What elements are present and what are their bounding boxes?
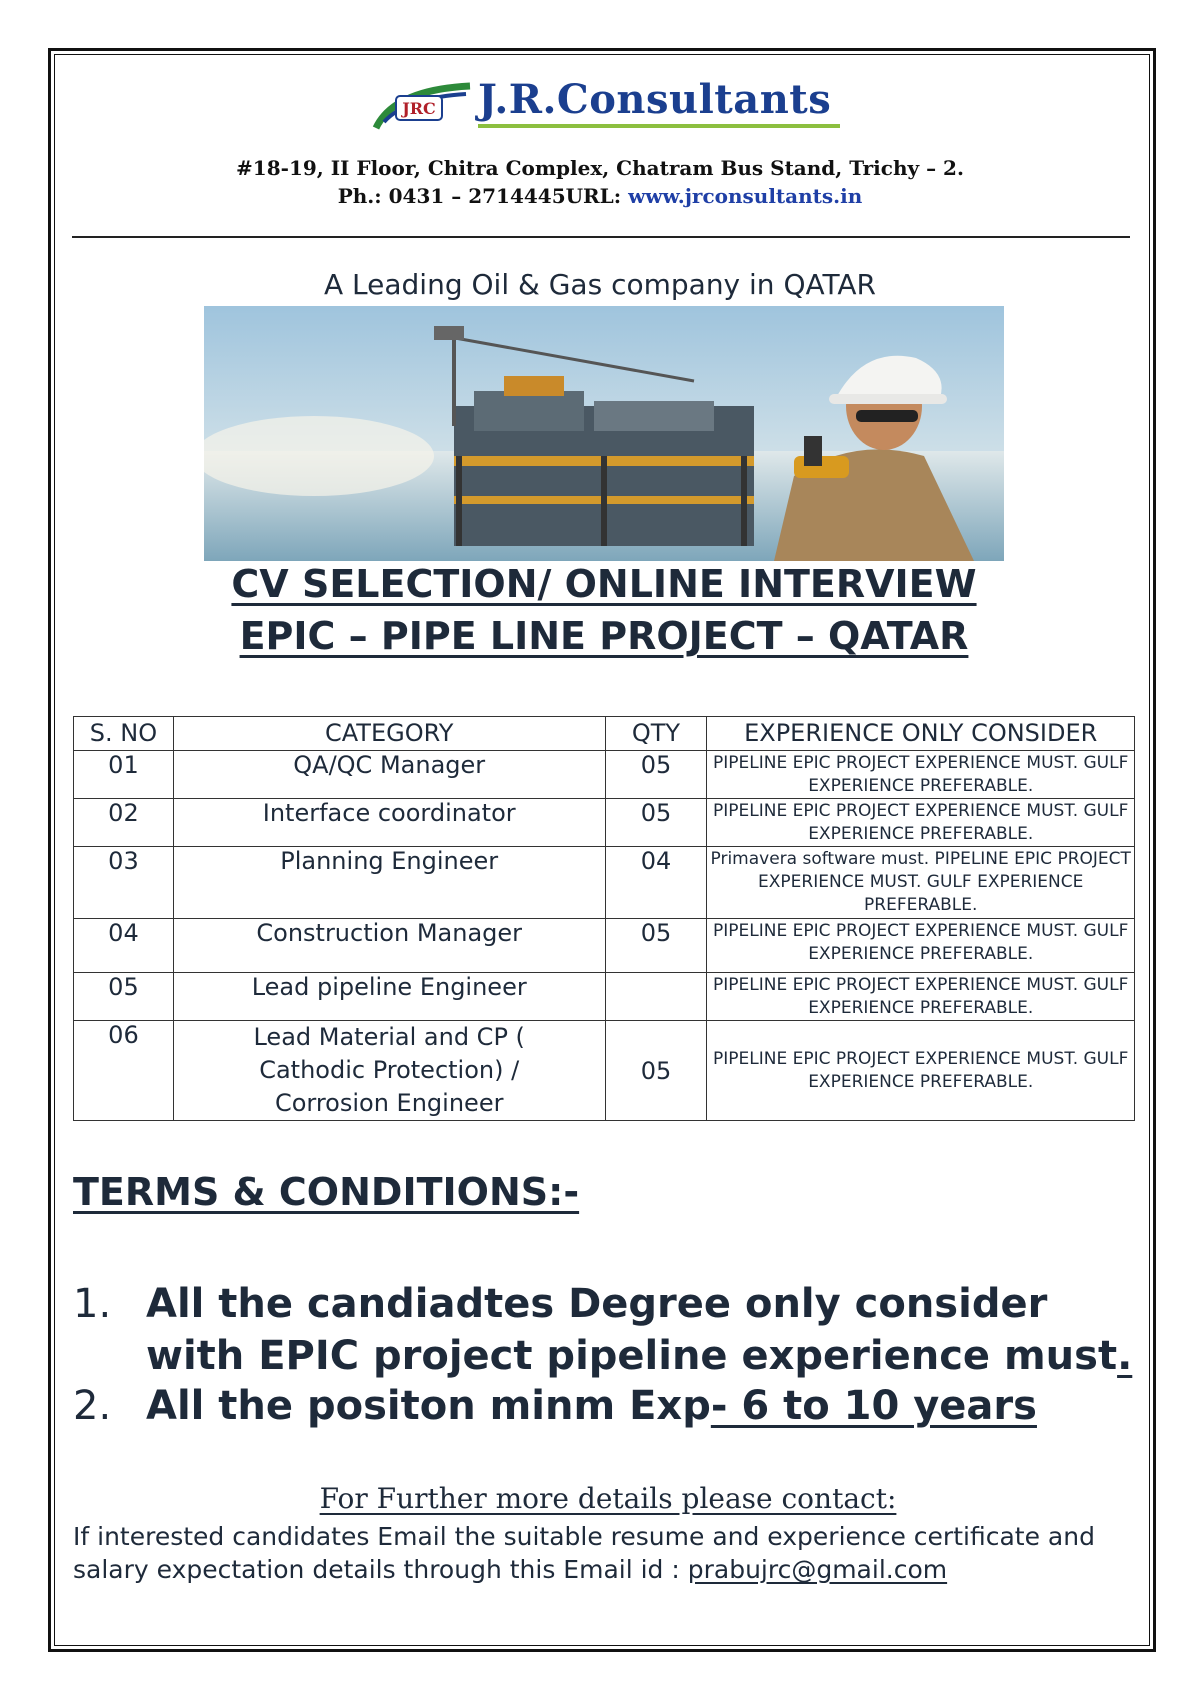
cell-category: Planning Engineer xyxy=(173,847,605,919)
cell-qty: 04 xyxy=(605,847,707,919)
table-header-row xyxy=(74,717,1135,751)
vacancy-table xyxy=(73,716,1135,1121)
cell-qty: 05 xyxy=(605,1021,707,1121)
cell-category: Interface coordinator xyxy=(173,799,605,847)
contact-heading: For Further more details please contact: xyxy=(319,1482,897,1515)
table-row xyxy=(74,919,1135,973)
column-header-sno: S. NO xyxy=(74,717,174,751)
cell-sno: 02 xyxy=(74,799,174,847)
term-text-main: All the positon minm Exp xyxy=(146,1383,711,1429)
cell-category: Construction Manager xyxy=(173,919,605,973)
term-text-tail: - 6 to 10 years xyxy=(710,1383,1037,1429)
company-logo xyxy=(370,72,840,134)
cell-qty: 05 xyxy=(605,751,707,799)
cell-experience: PIPELINE EPIC PROJECT EXPERIENCE MUST. GULF EXPERIENCE PREFERABLE. xyxy=(707,751,1135,799)
term-text-main: All the candiadtes Degree only consider with EPIC project pipeline experience must xyxy=(146,1281,1118,1379)
contact-instructions xyxy=(73,1520,1133,1586)
cell-sno: 03 xyxy=(74,847,174,919)
contact-email-link[interactable]: prabujrc@gmail.com xyxy=(687,1555,948,1584)
term-number: 2. xyxy=(73,1383,112,1429)
cell-sno: 05 xyxy=(74,973,174,1021)
cell-sno: 01 xyxy=(74,751,174,799)
intro-heading: A Leading Oil & Gas company in QATAR xyxy=(323,268,877,301)
contact-text: If interested candidates Email the suitable resume and experience certificate and salary expectation details through this Email id : xyxy=(73,1522,1095,1584)
oil-rig-photo xyxy=(204,306,1004,561)
column-header-qty: QTY xyxy=(605,717,707,751)
cell-experience: PIPELINE EPIC PROJECT EXPERIENCE MUST. GULF EXPERIENCE PREFERABLE. xyxy=(707,1021,1135,1121)
cell-category: Lead pipeline Engineer xyxy=(173,973,605,1021)
header-divider xyxy=(72,236,1130,238)
phone-text: Ph.: 0431 – 2714445URL: xyxy=(337,184,629,208)
cell-experience: PIPELINE EPIC PROJECT EXPERIENCE MUST. GULF EXPERIENCE PREFERABLE. xyxy=(707,799,1135,847)
brand-underline xyxy=(478,124,840,128)
cell-category: QA/QC Manager xyxy=(173,751,605,799)
table-row xyxy=(74,751,1135,799)
cell-sno: 04 xyxy=(74,919,174,973)
table-row xyxy=(74,1021,1135,1121)
jrc-logo-mark xyxy=(370,78,478,134)
table-row xyxy=(74,847,1135,919)
terms-heading: TERMS & CONDITIONS:- xyxy=(73,1170,580,1214)
column-header-experience: EXPERIENCE ONLY CONSIDER xyxy=(707,717,1135,751)
company-name: J.R.Consultants xyxy=(478,76,832,123)
cell-qty: 05 xyxy=(605,919,707,973)
headline-project: EPIC – PIPE LINE PROJECT – QATAR xyxy=(239,614,969,658)
cell-qty: 05 xyxy=(605,799,707,847)
term-text xyxy=(146,1278,1146,1382)
cell-experience: PIPELINE EPIC PROJECT EXPERIENCE MUST. GULF EXPERIENCE PREFERABLE. xyxy=(707,919,1135,973)
logo-mark-text: JRC xyxy=(402,99,436,118)
cell-experience: Primavera software must. PIPELINE EPIC PROJECT EXPERIENCE MUST. GULF EXPERIENCE PREFERABLE. xyxy=(707,847,1135,919)
website-link[interactable]: www.jrconsultants.in xyxy=(628,184,863,208)
term-text xyxy=(146,1380,1146,1432)
term-text-tail: . xyxy=(1117,1333,1133,1379)
column-header-category: CATEGORY xyxy=(173,717,605,751)
cell-category: Lead Material and CP ( Cathodic Protection) / Corrosion Engineer xyxy=(173,1021,605,1121)
company-address: #18-19, II Floor, Chitra Complex, Chatram Bus Stand, Trichy – 2. xyxy=(236,156,964,180)
table-row xyxy=(74,799,1135,847)
company-contact-line xyxy=(0,184,1200,208)
cell-experience: PIPELINE EPIC PROJECT EXPERIENCE MUST. GULF EXPERIENCE PREFERABLE. xyxy=(707,973,1135,1021)
headline-selection: CV SELECTION/ ONLINE INTERVIEW xyxy=(231,562,977,606)
term-number: 1. xyxy=(73,1281,112,1327)
cell-qty xyxy=(605,973,707,1021)
cell-sno: 06 xyxy=(74,1021,174,1121)
table-row xyxy=(74,973,1135,1021)
